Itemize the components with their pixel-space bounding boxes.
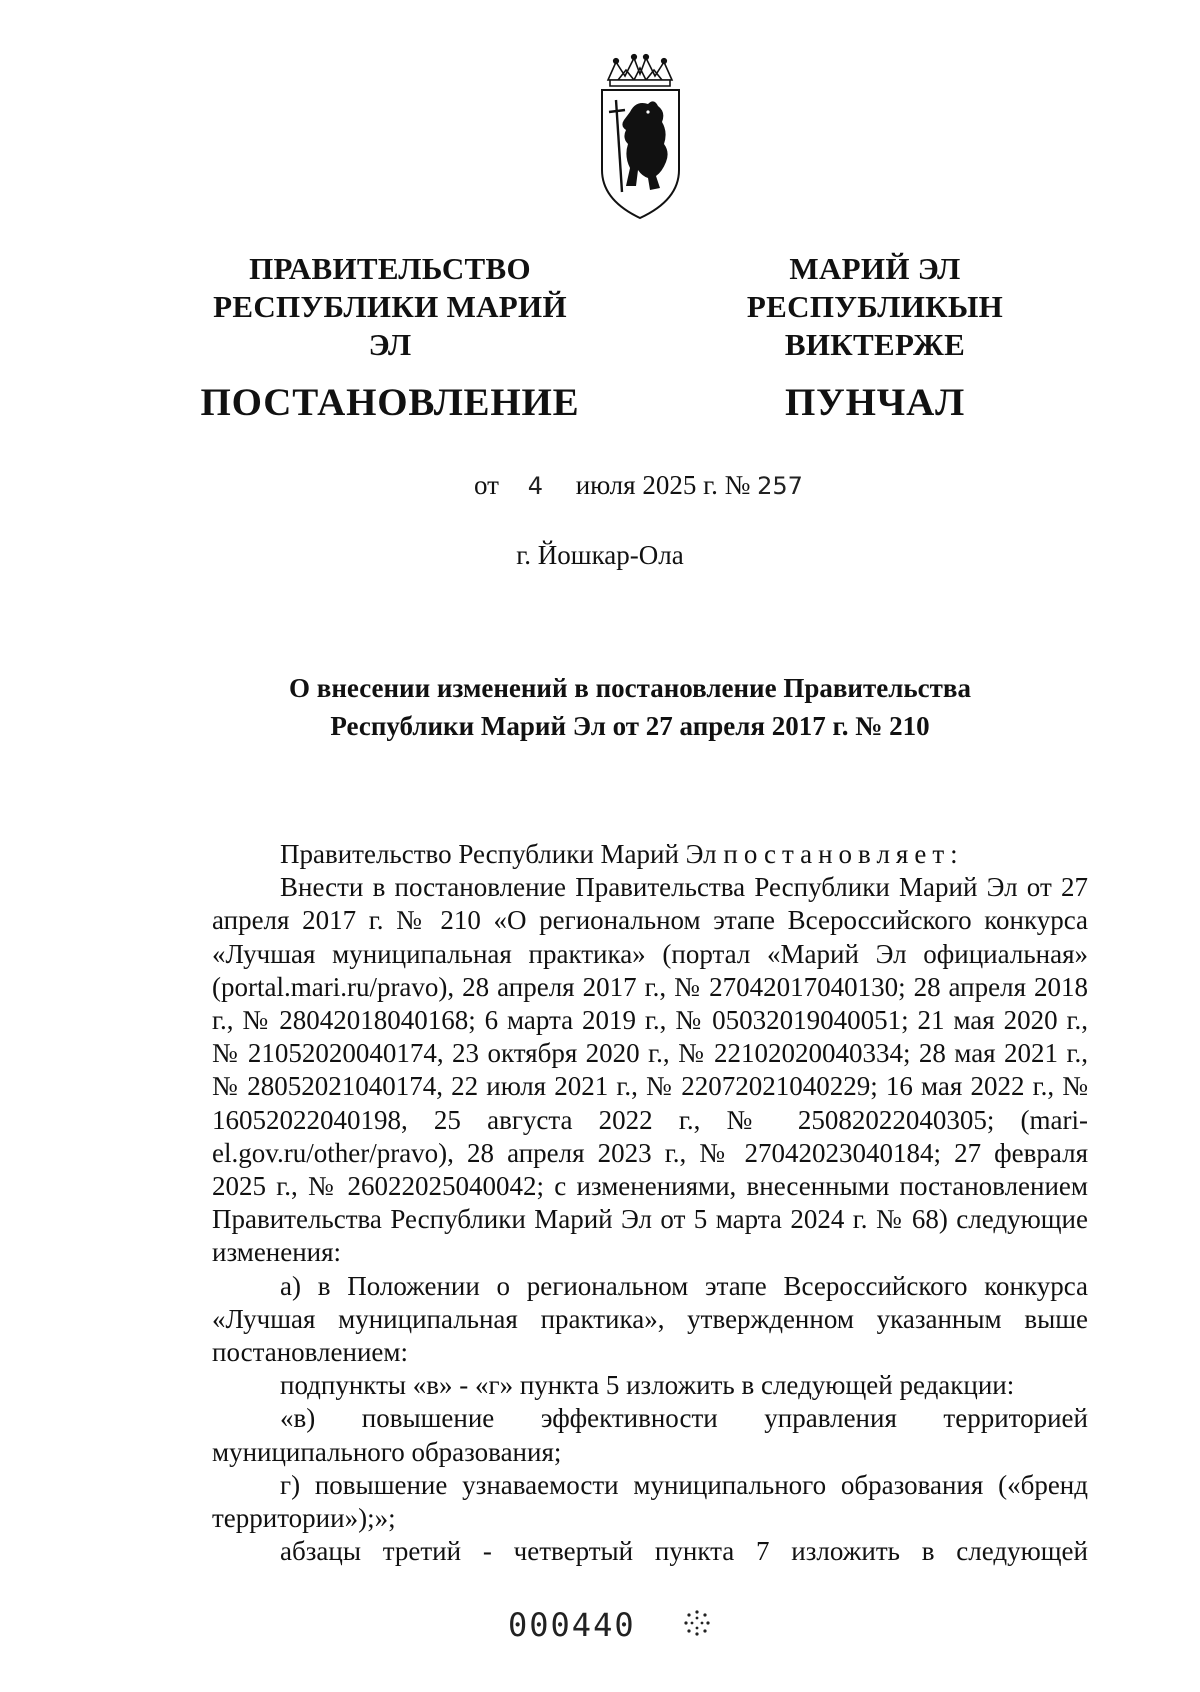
header-right-title: ПУНЧАЛ — [785, 381, 965, 424]
header-left-title: ПОСТАНОВЛЕНИЕ — [200, 381, 580, 424]
header-left — [195, 250, 585, 426]
header-left-line1: ПРАВИТЕЛЬСТВО — [249, 251, 531, 286]
preamble-text: Правительство Республики Марий Эл — [280, 839, 724, 869]
date-prefix: от — [474, 470, 499, 500]
paragraph-v: «в) повышение эффективности управления территорией муниципального образования; — [212, 1403, 1088, 1467]
document-number: 257 — [757, 472, 803, 500]
header-right-line2: ВИКТЕРЖЕ — [784, 327, 966, 362]
title-line1: О внесении изменений в постановление Правительства — [289, 673, 971, 703]
city-name: г. Йошкар-Ола — [516, 540, 684, 570]
paragraph-subpoints: подпункты «в» - «г» пункта 5 изложить в следующей редакции: — [280, 1370, 1015, 1401]
header-right — [660, 250, 1090, 426]
paragraph-abzacy: абзацы третий - четвертый пункта 7 изложить в следующей — [280, 1536, 1088, 1567]
paragraph-main: Внести в постановление Правительства Республики Марий Эл от 27 апреля 2017 г. № 210 «О региональном этапе Всероссийского конкурса «Лучшая муниципальная практика» (портал «Марий Эл официальная» (portal.mari.ru/pravo), 28 апреля 2017 г., № 27042017040130; 28 апреля 2018 г., № 28042018040168; 6 марта 2019 г., № 05032019040051; 21 мая 2020 г., № 21052020040174, 23 октября 2020 г., № 22102020040334; 28 мая 2021 г., № 28052021040174, 22 июля 2021 г., № 22072021040229; 16 мая 2022 г., № 16052022040198, 25 августа 2022 г., № 25082022040305; (mari-el.gov.ru/other/pravo), 28 апреля 2023 г., № 27042023040184; 27 февраля 2025 г., № 26022025040042; с изменениями, внесенными постановлением Правительства Республики Марий Эл от 5 марта 2024 г. № 68) следующие изменения: — [212, 872, 1088, 1268]
date-line — [474, 470, 803, 501]
header-left-line2: РЕСПУБЛИКИ МАРИЙ ЭЛ — [213, 289, 567, 362]
paragraph-preamble — [212, 838, 1088, 871]
document-title — [210, 669, 1050, 745]
paragraph-g: г) повышение узнаваемости муниципального образования («бренд территории»);»; — [212, 1469, 1088, 1534]
header-right-line1: МАРИЙ ЭЛ РЕСПУБЛИКЫН — [746, 251, 1004, 324]
document-body — [212, 838, 1088, 1568]
serial-number: 000440 — [508, 1606, 636, 1644]
decorative-star-icon — [682, 1608, 712, 1638]
coat-of-arms-icon — [588, 52, 693, 224]
date-rest: июля 2025 г. № — [575, 470, 751, 500]
date-day: 4 — [527, 472, 543, 500]
preamble-verb: постановляет: — [723, 839, 964, 869]
paragraph-a: а) в Положении о региональном этапе Всероссийского конкурса «Лучшая муниципальная практика», утвержденном указанным выше постановлением: — [212, 1270, 1088, 1368]
title-line2: Республики Марий Эл от 27 апреля 2017 г. № 210 — [330, 711, 930, 741]
